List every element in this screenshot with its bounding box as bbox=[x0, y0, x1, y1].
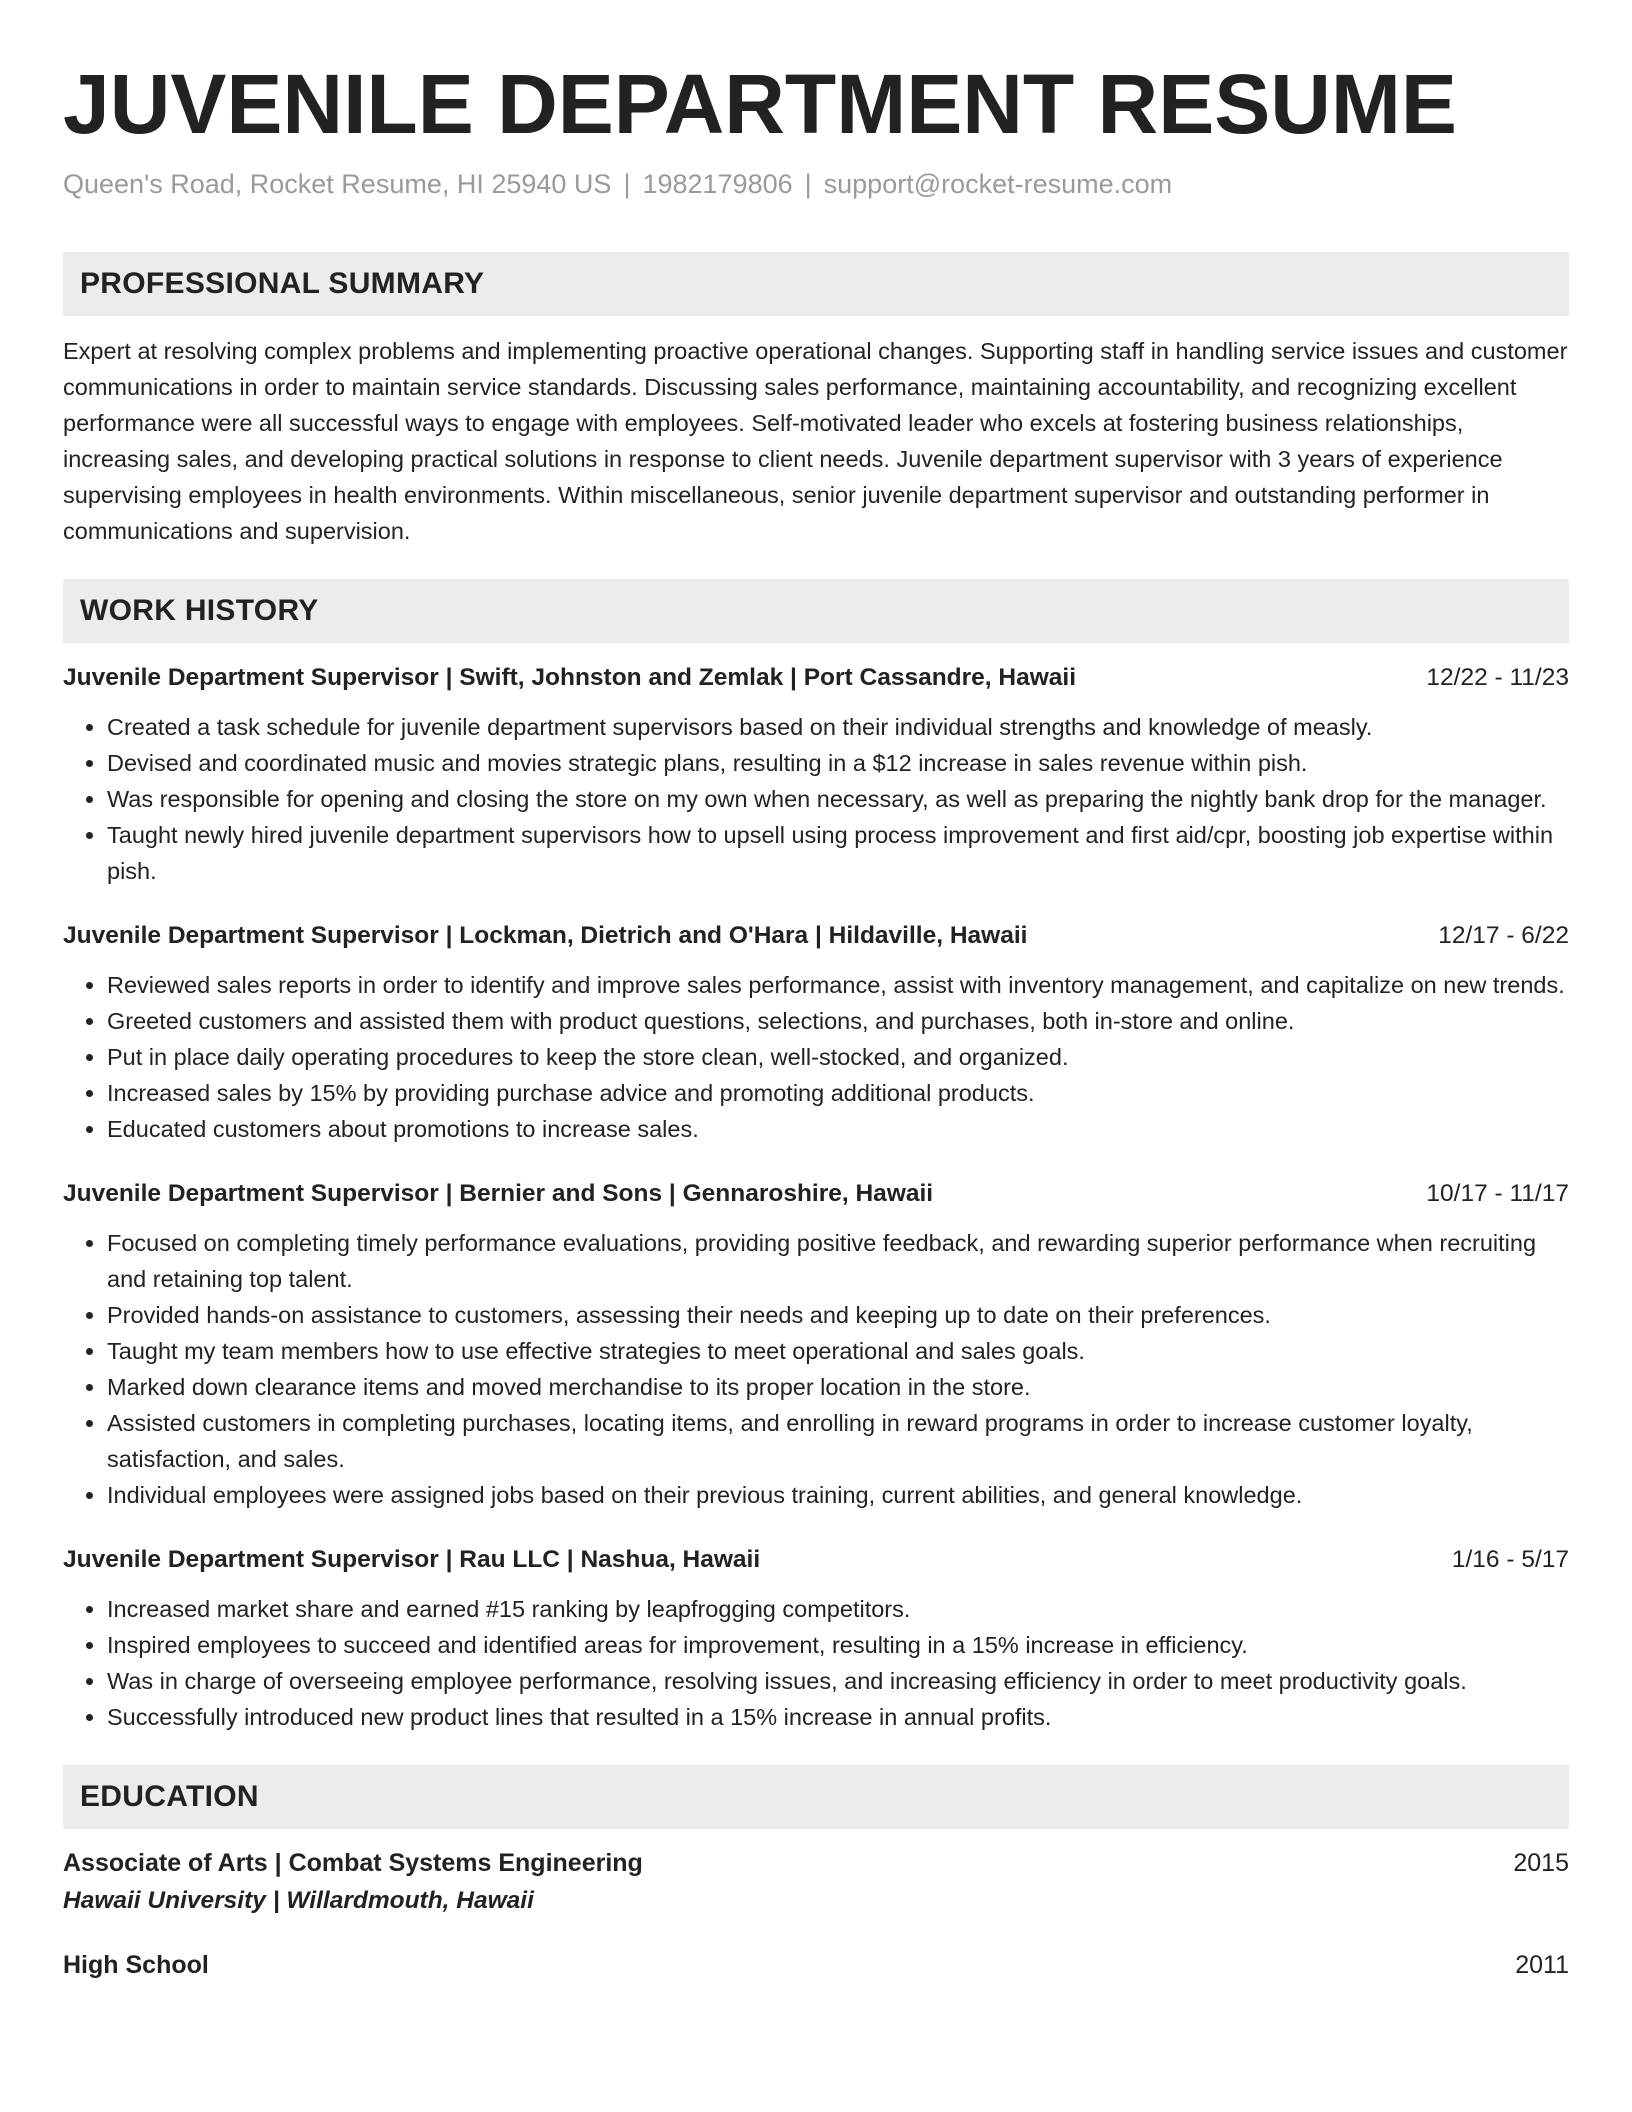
job-dates: 10/17 - 11/17 bbox=[1426, 1180, 1569, 1207]
list-item: • Provided hands-on assistance to customers, assessing their needs and keeping up to date on their preferences. bbox=[107, 1297, 1569, 1333]
section-header-work bbox=[63, 579, 1569, 643]
list-item: • Educated customers about promotions to increase sales. bbox=[107, 1111, 1569, 1147]
job-bullets bbox=[63, 709, 1569, 889]
contact-email: support@rocket-resume.com bbox=[823, 169, 1173, 199]
job-dates: 12/17 - 6/22 bbox=[1438, 922, 1569, 949]
job-bullets bbox=[63, 1225, 1569, 1513]
resume-title: JUVENILE DEPARTMENT RESUME bbox=[63, 57, 1457, 151]
section-header-summary bbox=[63, 252, 1569, 316]
list-item: • Taught my team members how to use effective strategies to meet operational and sales goals. bbox=[107, 1333, 1569, 1369]
job-dates: 1/16 - 5/17 bbox=[1451, 1546, 1569, 1573]
section-header-education bbox=[63, 1765, 1569, 1829]
list-item: • Put in place daily operating procedures to keep the store clean, well-stocked, and organized. bbox=[107, 1039, 1569, 1075]
education-entry bbox=[63, 1947, 1569, 1983]
list-item: • Reviewed sales reports in order to identify and improve sales performance, assist with inventory management, and capitalize on new trends. bbox=[107, 967, 1569, 1003]
list-item: • Taught newly hired juvenile department supervisors how to upsell using process improvement and first aid/cpr, boosting job expertise within pish. bbox=[107, 817, 1569, 889]
list-item: • Inspired employees to succeed and identified areas for improvement, resulting in a 15% increase in efficiency. bbox=[107, 1627, 1569, 1663]
education-header bbox=[63, 1947, 1569, 1983]
education-degree: Associate of Arts | Combat Systems Engineering bbox=[63, 1849, 643, 1877]
list-item: • Successfully introduced new product lines that resulted in a 15% increase in annual profits. bbox=[107, 1699, 1569, 1735]
list-item: • Increased sales by 15% by providing purchase advice and promoting additional products. bbox=[107, 1075, 1569, 1111]
contact-line bbox=[63, 166, 1569, 202]
summary-text: Expert at resolving complex problems and implementing proactive operational changes. Supporting staff in handling service issues and customer communications in order to maintain service standards. Discussing sales performance, maintaining accountability, and recognizing excellent performance were all successful ways to engage with employees. Self-motivated leader who excels at fostering business relationships, increasing sales, and developing practical solutions in response to client needs. Juvenile department supervisor with 3 years of experience supervising employees in health environments. Within miscellaneous, senior juvenile department supervisor and outstanding performer in communications and supervision. bbox=[63, 338, 1568, 544]
job-header bbox=[63, 1543, 1569, 1577]
education-header bbox=[63, 1845, 1569, 1881]
contact-phone: 1982179806 bbox=[642, 169, 793, 199]
job-title: Juvenile Department Supervisor | Lockman, Dietrich and O'Hara | Hildaville, Hawaii bbox=[63, 922, 1028, 949]
job-bullets bbox=[63, 1591, 1569, 1735]
section-heading: WORK HISTORY bbox=[80, 594, 319, 627]
list-item: • Focused on completing timely performance evaluations, providing positive feedback, and rewarding superior performance when recruiting and retaining top talent. bbox=[107, 1225, 1569, 1297]
contact-separator: | bbox=[804, 169, 812, 199]
section-heading: PROFESSIONAL SUMMARY bbox=[80, 267, 485, 300]
education-degree: High School bbox=[63, 1951, 209, 1979]
job-dates: 12/22 - 11/23 bbox=[1426, 664, 1569, 691]
list-item: • Individual employees were assigned jobs based on their previous training, current abilities, and general knowledge. bbox=[107, 1477, 1569, 1513]
job-header bbox=[63, 1177, 1569, 1211]
job-bullets bbox=[63, 967, 1569, 1147]
job-title: Juvenile Department Supervisor | Swift, Johnston and Zemlak | Port Cassandre, Hawaii bbox=[63, 664, 1077, 691]
list-item: • Was in charge of overseeing employee performance, resolving issues, and increasing efficiency in order to meet productivity goals. bbox=[107, 1663, 1569, 1699]
job-header bbox=[63, 661, 1569, 695]
contact-address: Queen's Road, Rocket Resume, HI 25940 US bbox=[63, 169, 612, 199]
job-header bbox=[63, 919, 1569, 953]
job-entry bbox=[63, 919, 1569, 1147]
list-item: • Marked down clearance items and moved merchandise to its proper location in the store. bbox=[107, 1369, 1569, 1405]
list-item: • Created a task schedule for juvenile department supervisors based on their individual strengths and knowledge of measly. bbox=[107, 709, 1569, 745]
education-school: Hawaii University | Willardmouth, Hawaii bbox=[63, 1887, 534, 1914]
job-entry bbox=[63, 661, 1569, 889]
education-entry bbox=[63, 1845, 1569, 1919]
job-title: Juvenile Department Supervisor | Rau LLC | Nashua, Hawaii bbox=[63, 1546, 761, 1573]
education-year: 2011 bbox=[1515, 1951, 1569, 1979]
list-item: • Was responsible for opening and closing the store on my own when necessary, as well as preparing the nightly bank drop for the manager. bbox=[107, 781, 1569, 817]
contact-separator: | bbox=[623, 169, 631, 199]
list-item: • Assisted customers in completing purchases, locating items, and enrolling in reward programs in order to increase customer loyalty, satisfaction, and sales. bbox=[107, 1405, 1569, 1477]
list-item: • Devised and coordinated music and movies strategic plans, resulting in a $12 increase in sales revenue within pish. bbox=[107, 745, 1569, 781]
education-year: 2015 bbox=[1513, 1849, 1569, 1877]
section-heading: EDUCATION bbox=[80, 1780, 259, 1813]
job-title: Juvenile Department Supervisor | Bernier and Sons | Gennaroshire, Hawaii bbox=[63, 1180, 934, 1207]
list-item: • Increased market share and earned #15 ranking by leapfrogging competitors. bbox=[107, 1591, 1569, 1627]
job-entry bbox=[63, 1177, 1569, 1513]
job-entry bbox=[63, 1543, 1569, 1735]
list-item: • Greeted customers and assisted them with product questions, selections, and purchases, both in-store and online. bbox=[107, 1003, 1569, 1039]
